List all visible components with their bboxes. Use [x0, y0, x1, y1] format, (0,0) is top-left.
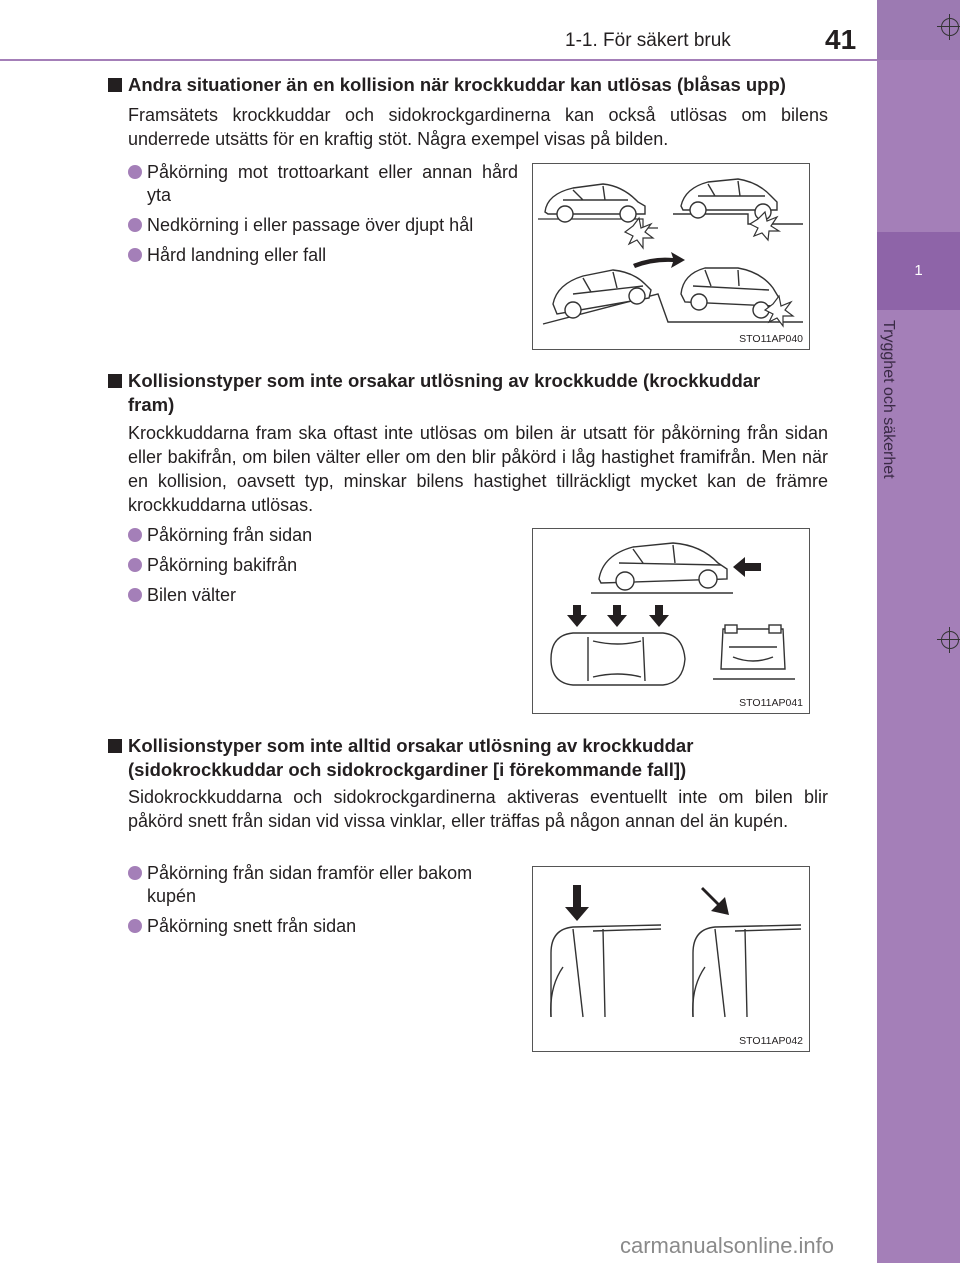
square-bullet-icon	[108, 374, 122, 388]
list-item: Hård landning eller fall	[128, 244, 518, 267]
bullet-dot-icon	[128, 588, 142, 602]
chapter-title: Trygghet och säkerhet	[880, 320, 897, 479]
bullet-dot-icon	[128, 165, 142, 179]
list-item: Påkörning från sidan framför eller bakom kupén	[128, 862, 518, 908]
section-heading: Kollisionstyper som inte orsakar utlösning av krockkudde (krockkuddar fram)	[108, 369, 838, 417]
list-item: Påkörning från sidan	[128, 524, 508, 547]
bullet-list	[128, 161, 518, 274]
square-bullet-icon	[108, 78, 122, 92]
bullet-dot-icon	[128, 218, 142, 232]
bullet-dot-icon	[128, 866, 142, 880]
side-impact-drawing	[533, 867, 809, 1051]
page-number: 41	[825, 24, 857, 55]
running-header-section: 1-1. För säkert bruk	[565, 30, 731, 51]
figure-code: STO11AP040	[739, 333, 803, 345]
chapter-number: 1	[877, 232, 960, 310]
section-heading: Andra situationer än en kollision när krockkuddar kan utlösas (blåsas upp)	[108, 73, 838, 97]
list-item: Nedkörning i eller passage över djupt hål	[128, 214, 518, 237]
bullet-dot-icon	[128, 248, 142, 262]
bullet-list	[128, 862, 518, 945]
section-paragraph: Krockkuddarna fram ska oftast inte utlösas om bilen är utsatt för påkörning från sidan eller bakifrån, om bilen välter eller om den blir påkörd i låg hastighet framifrån. Men när en kollision, oavsett typ, minskar bilens hastighet tillräckligt mycket kan de främre krockkuddarna utlösas.	[128, 423, 828, 515]
bullet-dot-icon	[128, 528, 142, 542]
list-item: Påkörning bakifrån	[128, 554, 508, 577]
registration-mark-icon	[937, 14, 960, 40]
square-bullet-icon	[108, 739, 122, 753]
section-paragraph: Framsätets krockkuddar och sidokrockgardinerna kan också utlösas om bilens underrede utsätts för en kraftig stöt. Några exempel visas på bilden.	[128, 105, 828, 149]
illustration-oblique-side-impact	[532, 866, 810, 1052]
list-item: Påkörning snett från sidan	[128, 915, 518, 938]
list-item: Bilen välter	[128, 584, 508, 607]
bullet-dot-icon	[128, 919, 142, 933]
figure-code: STO11AP041	[739, 697, 803, 709]
header-rule	[0, 59, 877, 61]
illustration-non-frontal-collisions	[532, 528, 810, 714]
watermark: carmanualsonline.info	[620, 1233, 835, 1258]
car-impact-drawing	[533, 164, 809, 349]
figure-code: STO11AP042	[739, 1035, 803, 1047]
illustration-curb-impact	[532, 163, 810, 350]
collision-types-drawing	[533, 529, 809, 713]
section-heading: Kollisionstyper som inte alltid orsakar utlösning av krockkuddar (sidokrockkuddar och sidokrockgardiner [i förekommande fall])	[108, 734, 838, 782]
list-item: Påkörning mot trottoarkant eller annan hård yta	[128, 161, 518, 207]
bullet-dot-icon	[128, 558, 142, 572]
section-paragraph: Sidokrockkuddarna och sidokrockgardinerna aktiveras eventuellt inte om bilen blir påkörd snett från sidan vid vissa vinklar, eller träffas på någon annan del än kupén.	[128, 787, 828, 831]
registration-mark-icon	[937, 627, 960, 653]
bullet-list	[128, 524, 508, 614]
